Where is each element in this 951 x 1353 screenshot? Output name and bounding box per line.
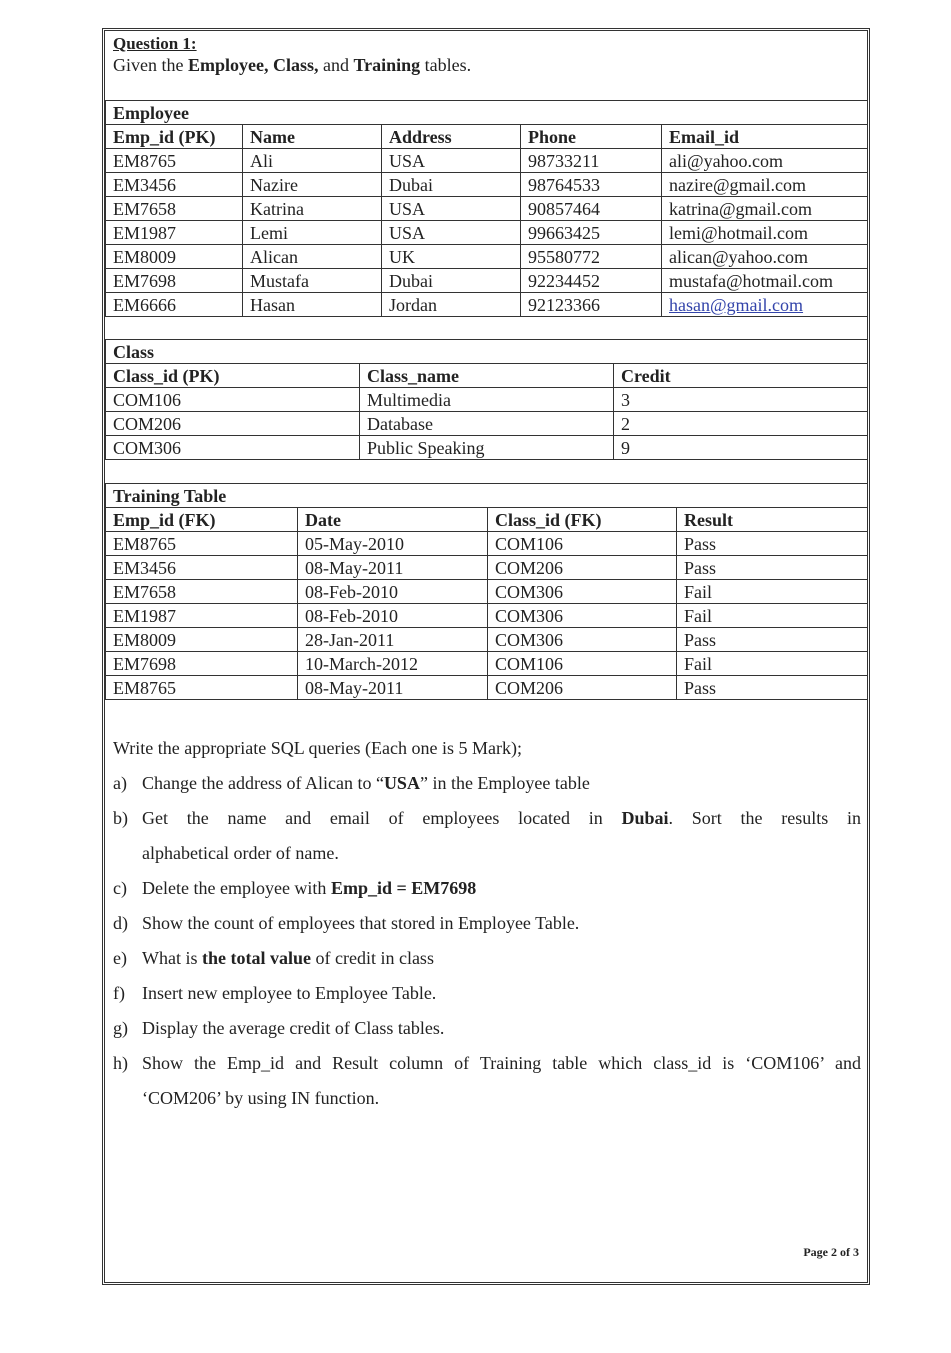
header-row [106,508,868,532]
table-row [106,245,868,269]
text-segment: Show the count of employees that stored in Employee Table. [142,913,580,933]
table-row [106,580,868,604]
column-header: Email_id [662,125,868,149]
table-cell: Dubai [382,173,521,197]
indent [113,841,142,876]
table-cell: EM3456 [106,556,298,580]
table-row [106,604,868,628]
table-cell: Katrina [243,197,382,221]
table-cell: COM306 [488,628,677,652]
text-segment: ” in the Employee table [419,773,590,793]
column-header: Emp_id (FK) [106,508,298,532]
question-label: a) [113,773,127,793]
table-cell: Dubai [382,269,521,293]
table-cell: EM7658 [106,580,298,604]
intro-text [113,55,471,76]
text-segment: and [318,55,354,75]
table-cell: 90857464 [521,197,662,221]
table-cell: 08-Feb-2010 [298,580,488,604]
question-label: d) [113,913,128,933]
table-cell: COM306 [488,580,677,604]
table-cell: Fail [677,580,868,604]
text-segment: USA [383,773,420,793]
table-cell: Pass [677,676,868,700]
table-cell: EM7698 [106,269,243,293]
table-cell: 92123366 [521,293,662,317]
table-cell: 95580772 [521,245,662,269]
column-header: Class_name [360,364,614,388]
text-segment: Employee, Class, [187,55,319,75]
header-row [106,125,868,149]
question-text [142,771,861,806]
question-item [113,1051,861,1086]
column-header: Credit [614,364,868,388]
document-page [102,28,870,1285]
table-cell: alican@yahoo.com [662,245,868,269]
table-cell: Nazire [243,173,382,197]
question-label: h) [113,1053,128,1073]
table-cell: 98764533 [521,173,662,197]
table-cell: COM206 [488,676,677,700]
text-segment: Dubai [621,808,669,828]
question-item [113,981,861,1016]
question-title: Question 1: [113,34,197,53]
table-cell: Jordan [382,293,521,317]
table-cell: USA [382,197,521,221]
instructions: Write the appropriate SQL queries (Each one is 5 Mark); [113,738,522,758]
table-cell: EM8009 [106,245,243,269]
table-cell: Pass [677,556,868,580]
employee-table-caption: Employee [106,101,868,125]
question-item [113,1016,861,1051]
table-cell [662,293,868,317]
question-text [142,946,861,981]
question-item [113,876,861,911]
table-cell: mustafa@hotmail.com [662,269,868,293]
table-cell: Lemi [243,221,382,245]
text-segment: Given the [113,55,188,75]
question-item [113,806,861,841]
text-segment: Change the address of Alican to “ [142,773,384,793]
training-table-caption: Training Table [106,484,868,508]
indent [113,1086,142,1121]
text-segment: the total value [202,948,311,968]
column-header: Emp_id (PK) [106,125,243,149]
table-cell: EM7698 [106,652,298,676]
question-text [142,911,861,946]
table-cell: 08-May-2011 [298,556,488,580]
table-row [106,676,868,700]
text-segment: Training [353,55,421,75]
table-cell: COM106 [488,652,677,676]
column-header: Address [382,125,521,149]
table-row [106,293,868,317]
table-cell: EM1987 [106,604,298,628]
text-segment: What is [142,948,202,968]
text-segment: Show the Emp_id and Result column of Training table which class_id is ‘COM106’ and [142,1053,861,1073]
text-segment: Display the average credit of Class tables. [142,1018,445,1038]
table-cell: 10-March-2012 [298,652,488,676]
text-segment: of credit in class [310,948,434,968]
question-label: b) [113,808,128,828]
text-segment: Insert new employee to Employee Table. [142,983,437,1003]
training-table [105,483,868,700]
table-cell: EM8009 [106,628,298,652]
question-label: e) [113,948,127,968]
column-header: Class_id (FK) [488,508,677,532]
table-cell: 2 [614,412,868,436]
table-cell: EM1987 [106,221,243,245]
question-text [142,1016,861,1051]
table-row [106,173,868,197]
table-cell: EM8765 [106,676,298,700]
table-cell: EM7658 [106,197,243,221]
column-header: Date [298,508,488,532]
table-row [106,652,868,676]
table-cell: COM306 [106,436,360,460]
questions-section [113,736,861,1121]
question-text [142,1051,861,1086]
table-cell: COM306 [488,604,677,628]
table-cell: Public Speaking [360,436,614,460]
table-cell: nazire@gmail.com [662,173,868,197]
table-cell: Hasan [243,293,382,317]
table-cell: lemi@hotmail.com [662,221,868,245]
table-row [106,269,868,293]
page-number: Page 2 of 3 [803,1245,859,1259]
table-cell: 92234452 [521,269,662,293]
email-link[interactable]: hasan@gmail.com [669,294,804,315]
table-cell: 98733211 [521,149,662,173]
header-row [106,364,868,388]
table-row [106,388,868,412]
table-cell: COM106 [488,532,677,556]
table-cell: EM6666 [106,293,243,317]
table-cell: UK [382,245,521,269]
question-item [113,771,861,806]
text-segment: Emp_id = EM7698 [330,878,477,898]
table-cell: EM8765 [106,149,243,173]
column-header: Class_id (PK) [106,364,360,388]
table-cell: Fail [677,604,868,628]
table-cell: Fail [677,652,868,676]
table-row [106,197,868,221]
question-text [142,876,861,911]
table-row [106,532,868,556]
table-cell: ali@yahoo.com [662,149,868,173]
table-cell: Ali [243,149,382,173]
question-continuation [113,841,861,876]
class-table-caption: Class [106,340,868,364]
employee-table [105,100,868,317]
table-cell: katrina@gmail.com [662,197,868,221]
question-label: c) [113,878,127,898]
question-text [142,981,861,1016]
question-text-continued: alphabetical order of name. [142,843,339,863]
table-cell: Pass [677,628,868,652]
question-item [113,911,861,946]
table-cell: 9 [614,436,868,460]
question-text [142,806,861,841]
question-continuation [113,1086,861,1121]
text-segment: Delete the employee with [142,878,331,898]
question-label: g) [113,1018,128,1038]
question-label: f) [113,983,125,1003]
table-cell: COM206 [106,412,360,436]
table-cell: 08-May-2011 [298,676,488,700]
table-cell: Pass [677,532,868,556]
table-row [106,436,868,460]
table-cell: USA [382,149,521,173]
text-segment: Get the name and email of employees located in [142,808,622,828]
table-cell: EM8765 [106,532,298,556]
table-cell: COM106 [106,388,360,412]
table-row [106,149,868,173]
column-header: Name [243,125,382,149]
table-cell: Alican [243,245,382,269]
table-cell: Mustafa [243,269,382,293]
text-segment: . Sort the results in [668,808,861,828]
column-header: Result [677,508,868,532]
table-cell: 08-Feb-2010 [298,604,488,628]
table-cell: 05-May-2010 [298,532,488,556]
table-row [106,628,868,652]
table-row [106,412,868,436]
question-item [113,946,861,981]
table-cell: Database [360,412,614,436]
table-cell: EM3456 [106,173,243,197]
question-text-continued: ‘COM206’ by using IN function. [142,1088,380,1108]
column-header: Phone [521,125,662,149]
table-cell: Multimedia [360,388,614,412]
class-table [105,339,868,460]
table-row [106,221,868,245]
table-cell: 3 [614,388,868,412]
table-cell: 28-Jan-2011 [298,628,488,652]
table-cell: USA [382,221,521,245]
table-row [106,556,868,580]
text-segment: tables. [420,55,472,75]
table-cell: COM206 [488,556,677,580]
table-cell: 99663425 [521,221,662,245]
